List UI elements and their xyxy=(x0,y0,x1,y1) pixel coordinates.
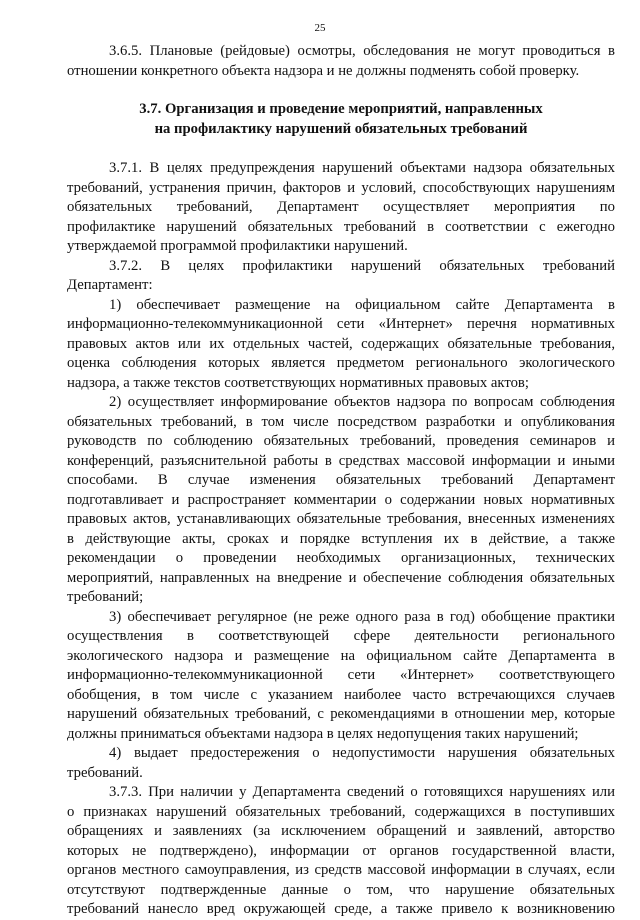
text-line: утверждаемой программой профилактики нарушений. xyxy=(67,238,408,254)
list-item-3 xyxy=(67,608,615,745)
text-line: 3.7.3. При наличии у Департамента сведений о готовящихся нарушениях или xyxy=(109,784,615,800)
text-line: требований. xyxy=(67,764,143,781)
text-line: оценка соблюдения которых является предметом регионального экологического xyxy=(67,355,615,371)
text-line: нарушений обязательных требований, с рекомендациями в отношении мер, которые xyxy=(67,706,615,722)
text-line: обобщения, в том числе с указанием наиболее часто встречающихся случаев xyxy=(67,686,615,703)
text-line: правовых актов или их отдельных частей, содержащих обязательные требования, xyxy=(67,335,615,352)
text-line: рекомендации о проведении необходимых организационных, технических xyxy=(67,550,615,566)
text-line: мероприятий, направленных на внедрение и обеспечение соблюдения обязательных xyxy=(67,569,615,586)
text-line: 3) обеспечивает регулярное (не реже одного раза в год) обобщение практики xyxy=(109,608,615,625)
text-line: обращениях и заявлениях (за исключением обращений и заявлений, авторство xyxy=(67,823,615,839)
text-line: 3.6.5. Плановые (рейдовые) осмотры, обследования не могут проводиться в xyxy=(109,43,615,59)
text-line: в действующие акты, сроках и порядке вступления их в действие, а также xyxy=(67,530,615,547)
text-line: осуществления в соответствующей сфере деятельности регионального xyxy=(67,628,615,644)
text-line: надзора, а также текстов соответствующих нормативных правовых актов; xyxy=(67,374,529,391)
text-line: 4) выдает предостережения о недопустимости нарушения обязательных xyxy=(109,745,615,761)
text-line: отсутствуют подтвержденные данные о том, что нарушение обязательных xyxy=(67,881,615,898)
heading-line: на профилактику нарушений обязательных требований xyxy=(154,120,528,137)
text-line: 1) обеспечивает размещение на официальном сайте Департамента в xyxy=(109,296,615,313)
text-line: требований нанесло вред окружающей среде, а также привело к возникновению xyxy=(67,901,615,917)
list-item-1 xyxy=(67,296,615,394)
text-line: обязательных требований, Департамент осуществляет мероприятия по xyxy=(67,199,615,215)
text-line: руководств по соблюдению обязательных требований, проведения семинаров и xyxy=(67,433,615,449)
text-line: подготавливает и распространяет комментарии о содержании новых нормативных xyxy=(67,491,615,508)
text-line: отношении конкретного объекта надзора и не должны подменять собой проверку. xyxy=(67,62,580,79)
text-line: которых не подтверждено), информации от органов государственной власти, xyxy=(67,842,615,859)
text-line: обязательных требований, в том числе посредством разработки и опубликования xyxy=(67,413,615,430)
text-line: 3.7.1. В целях предупреждения нарушений объектами надзора обязательных xyxy=(109,160,615,176)
text-line: профилактике нарушений обязательных требований в соответствии с ежегодно xyxy=(67,218,615,235)
list-item-4 xyxy=(67,744,615,783)
text-line: органов местного самоуправления, из средств массовой информации в случаях, если xyxy=(67,862,615,878)
text-line: экологического надзора и размещение на официальном сайте Департамента в xyxy=(67,647,615,664)
text-line: информационно-телекоммуникационной сети «Интернет» перечня нормативных xyxy=(67,316,615,332)
text-line: 2) осуществляет информирование объектов надзора по вопросам соблюдения xyxy=(109,394,615,410)
section-heading xyxy=(67,100,615,139)
heading-line: 3.7. Организация и проведение мероприятий, направленных xyxy=(139,101,543,117)
text-line: 3.7.2. В целях профилактики нарушений обязательных требований xyxy=(109,257,615,274)
paragraph-3-7-3 xyxy=(67,783,615,920)
list-item-2 xyxy=(67,393,615,608)
document-body xyxy=(67,42,615,920)
text-line: о признаках нарушений обязательных требований, содержащихся в поступивших xyxy=(67,803,615,820)
text-line: конференций, разъяснительной работы в средствах массовой информации и иными xyxy=(67,452,615,469)
text-line: Департамент: xyxy=(67,277,153,293)
text-line: правовых актов, устанавливающих обязательные требования, внесенных изменениях xyxy=(67,511,615,527)
text-line: информационно-телекоммуникационной сети «Интернет» соответствующего xyxy=(67,667,615,683)
text-line: требований, устранения причин, факторов и условий, способствующих нарушениям xyxy=(67,179,615,196)
text-line: должны приниматься объектами надзора в целях недопущения таких нарушений; xyxy=(67,725,579,742)
text-line: способами. В случае изменения обязательных требований Департамент xyxy=(67,472,615,488)
paragraph-3-6-5 xyxy=(67,42,615,81)
paragraph-3-7-1 xyxy=(67,159,615,257)
paragraph-3-7-2 xyxy=(67,257,615,296)
text-line: требований; xyxy=(67,589,144,605)
page-number: 25 xyxy=(314,22,326,34)
